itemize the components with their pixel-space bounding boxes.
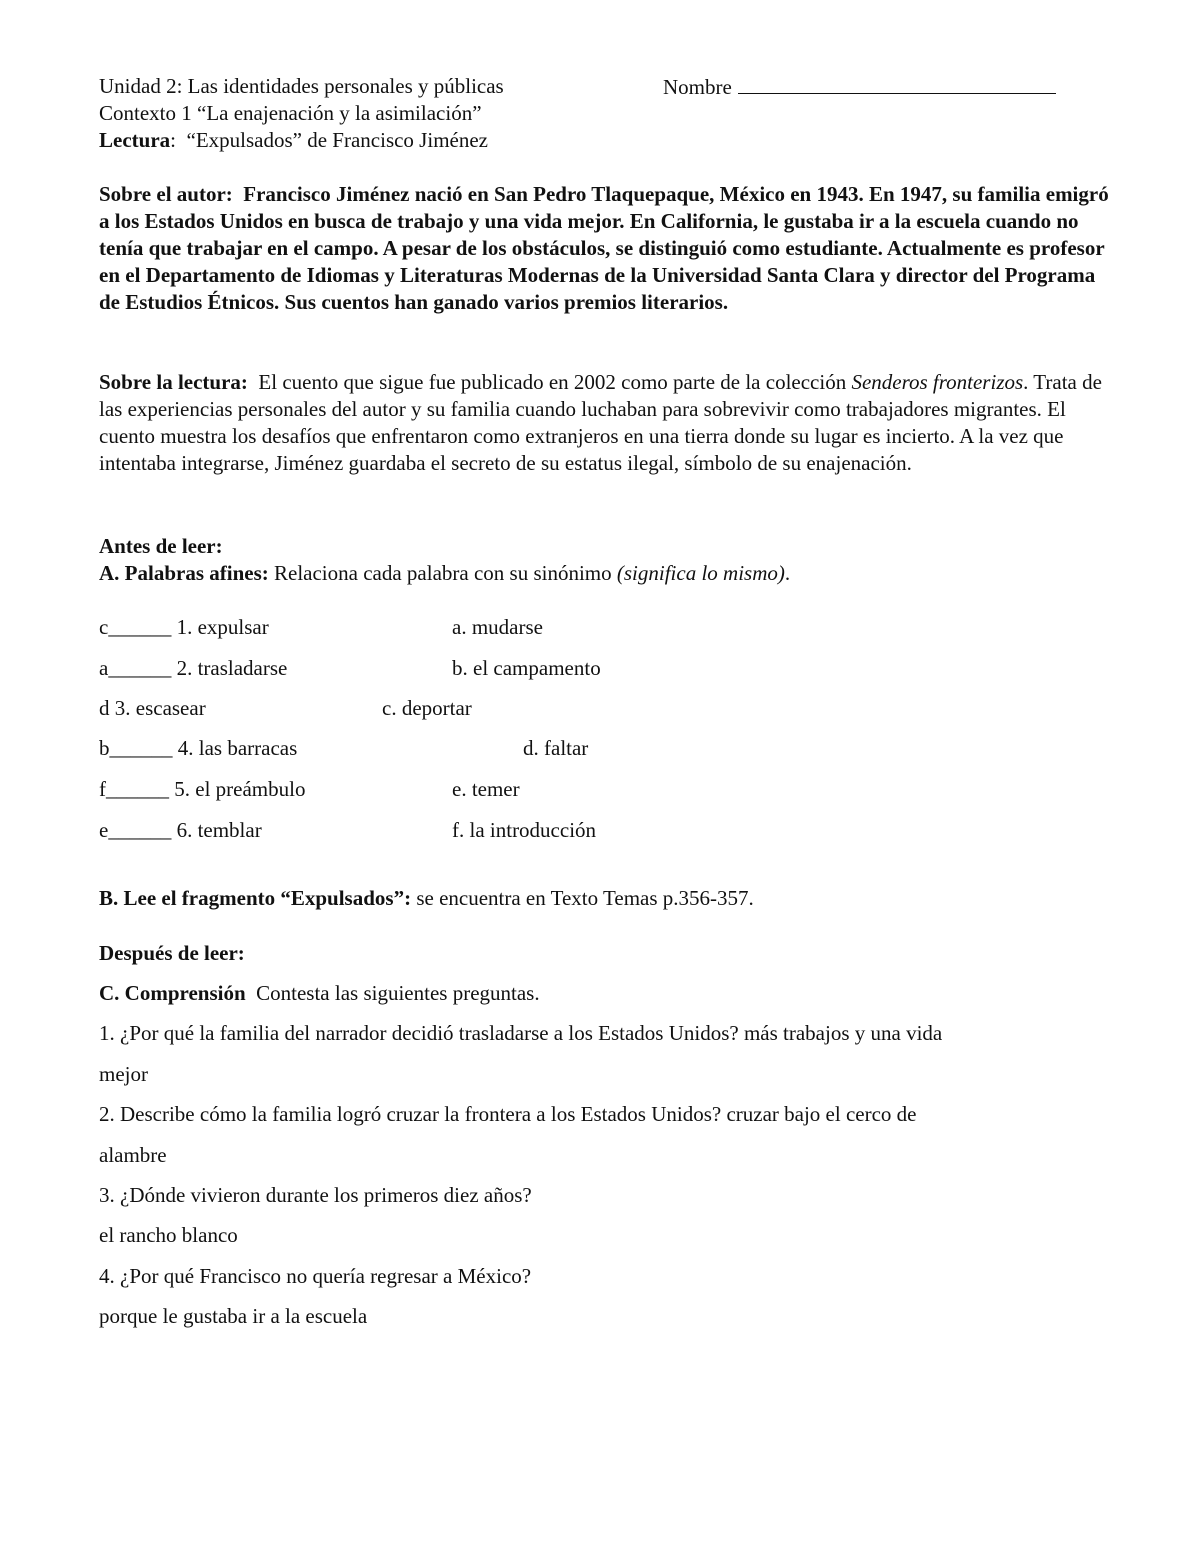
match-right-6: f. la introducción [452,818,597,842]
section-a-text: Relaciona cada palabra con su sinónimo [274,561,612,585]
question-1: 1. ¿Por qué la familia del narrador decidió trasladarse a los Estados Unidos? más trabajos y una vida [99,1021,943,1045]
book-title: Senderos fronterizos [851,370,1024,394]
about-author-paragraph [99,181,1109,316]
section-c-instructions [99,980,540,1007]
section-c-text: Contesta las siguientes preguntas. [256,981,540,1005]
name-field[interactable] [663,73,1056,101]
reading-title: “Expulsados” de Francisco Jiménez [186,128,488,152]
answer-3: el rancho blanco [99,1223,238,1247]
match-right-3: c. deportar [382,696,472,720]
match-right-4: d. faltar [523,736,589,760]
before-reading-heading: Antes de leer: [99,534,223,558]
question-2-continued: alambre [99,1143,167,1167]
about-reading-label: Sobre la lectura: [99,370,248,394]
section-a-end: . [784,561,791,585]
about-reading-text-before: El cuento que sigue fue publicado en 2002 como parte de la colección [258,370,847,394]
about-reading-paragraph [99,369,1109,477]
match-left-5: f______ 5. el preámbulo [99,777,306,801]
section-a-label: A. Palabras afines: [99,561,269,585]
question-2: 2. Describe cómo la familia logró cruzar la frontera a los Estados Unidos? cruzar bajo el cerco de [99,1102,917,1126]
section-b [99,885,754,912]
match-left-2: a______ 2. trasladarse [99,656,288,680]
context-title: Contexto 1 “La enajenación y la asimilación” [99,101,482,125]
about-author-label: Sobre el autor: [99,182,233,206]
section-c-label: C. Comprensión [99,981,246,1005]
section-b-text: se encuentra en Texto Temas p.356-357. [416,886,754,910]
match-left-4: b______ 4. las barracas [99,736,298,760]
section-a-italic: (significa lo mismo) [616,561,785,585]
after-reading-heading: Después de leer: [99,941,245,965]
reading-colon: : [170,128,176,152]
question-3: 3. ¿Dónde vivieron durante los primeros diez años? [99,1183,532,1207]
match-right-1: a. mudarse [452,615,543,639]
name-label: Nombre [663,75,732,99]
name-blank-line[interactable] [738,73,1056,94]
section-b-label: B. Lee el fragmento “Expulsados”: [99,886,412,910]
match-left-3: d 3. escasear [99,696,206,720]
answer-4: porque le gustaba ir a la escuela [99,1304,368,1328]
section-a-instructions [99,560,790,587]
reading-label: Lectura [99,128,171,152]
about-reading-text-after: . Trata de las experiencias personales del autor y su familia cuando luchaban para sobrevivir como trabajadores migrantes. El cuento muestra los desafíos que enfrentaron como extranjeros en una tierra donde su lugar es incierto. A la vez que intentaba integrarse, Jiménez guardaba el secreto de su estatus ilegal, símbolo de su enajenación. [99,370,1102,475]
about-author-text: Francisco Jiménez nació en San Pedro Tlaquepaque, México en 1943. En 1947, su familia emigró a los Estados Unidos en busca de trabajo y una vida mejor. En California, le gustaba ir a la escuela cuando no tenía que trabajar en el campo. A pesar de los obstáculos, se distinguió como estudiante. Actualmente es profesor en el Departamento de Idiomas y Literaturas Modernas de la Universidad Santa Clara y director del Programa de Estudios Étnicos. Sus cuentos han ganado varios premios literarios. [99,182,1109,314]
match-right-5: e. temer [452,777,520,801]
unit-title: Unidad 2: Las identidades personales y públicas [99,74,504,98]
match-left-6: e______ 6. temblar [99,818,262,842]
match-right-2: b. el campamento [452,656,601,680]
reading-line [99,127,488,154]
question-1-continued: mejor [99,1062,148,1086]
match-left-1: c______ 1. expulsar [99,615,269,639]
question-4: 4. ¿Por qué Francisco no quería regresar a México? [99,1264,532,1288]
